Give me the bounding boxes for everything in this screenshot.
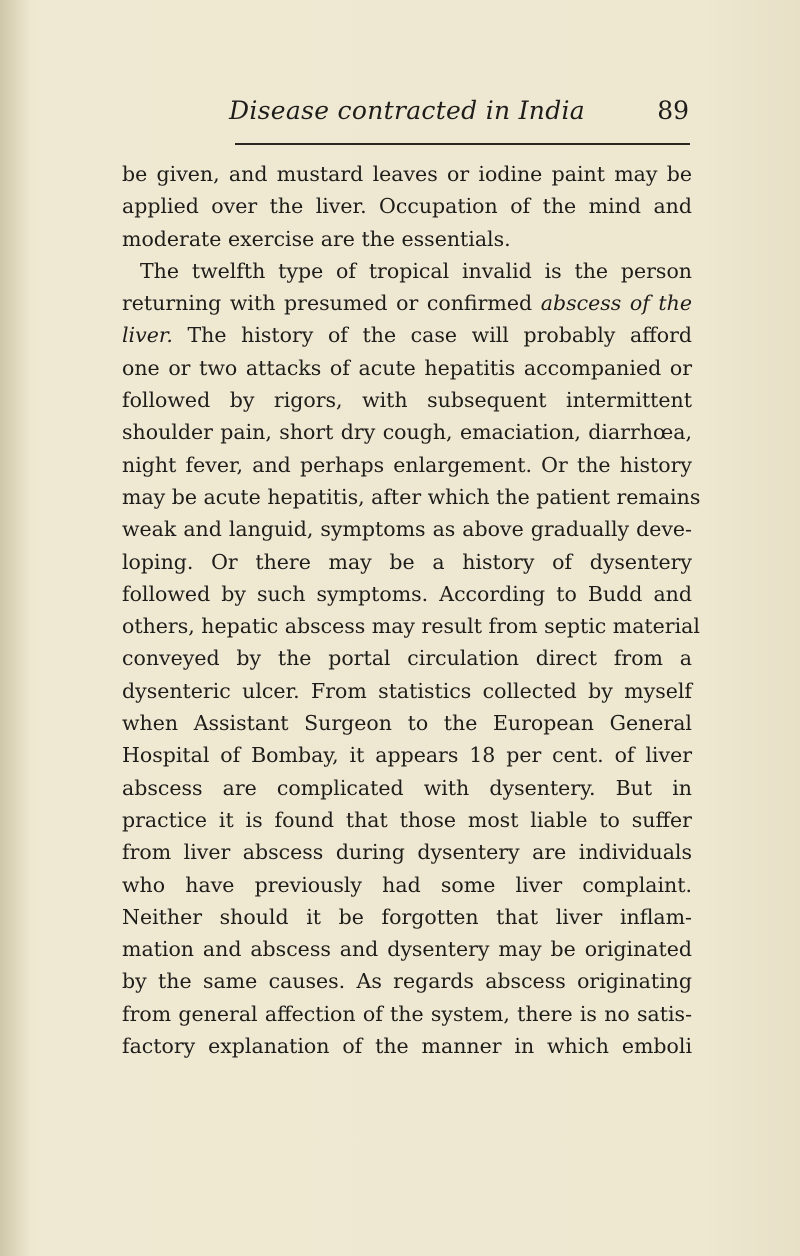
text-line: loping. Or there may be a history of dysentery (122, 549, 692, 574)
text-line: abscess are complicated with dysentery. But in (122, 775, 692, 800)
text-line: others, hepatic abscess may result from septic material (122, 614, 700, 639)
text-line: followed by such symptoms. According to Budd and (122, 581, 692, 606)
italic-term: abscess of the (540, 291, 692, 316)
text-line: from general affection of the system, there is no satis- (122, 1001, 692, 1026)
header-rule (235, 143, 690, 145)
text-line: Hospital of Bombay, it appears 18 per cent. of liver (122, 743, 692, 768)
body-text (122, 158, 701, 1062)
text-line: when Assistant Surgeon to the European General (122, 711, 692, 736)
text-line: who have previously had some liver complaint. (122, 872, 692, 897)
text-line (122, 319, 692, 351)
running-header (229, 96, 689, 130)
text-line: Neither should it be forgotten that liver inflam- (122, 904, 692, 929)
spine-shadow (0, 0, 30, 1256)
page-number: 89 (657, 96, 689, 125)
text-line: applied over the liver. Occupation of the mind and (122, 194, 692, 219)
text-line: from liver abscess during dysentery are individuals (122, 840, 692, 865)
text-line: shoulder pain, short dry cough, emaciation, diarrhœa, (122, 420, 692, 445)
text-line: followed by rigors, with subsequent intermittent (122, 388, 692, 413)
text-line: weak and languid, symptoms as above gradually deve- (122, 517, 692, 542)
paragraph-start-line: The twelfth type of tropical invalid is the person (140, 258, 692, 283)
text-line: by the same causes. As regards abscess originating (122, 969, 692, 994)
text-line: factory explanation of the manner in which emboli (122, 1034, 692, 1059)
text-line: mation and abscess and dysentery may be originated (122, 937, 692, 962)
text-line: may be acute hepatitis, after which the patient remains (122, 484, 701, 509)
italic-term: liver. (122, 323, 173, 348)
text-line: conveyed by the portal circulation direct from a (122, 646, 692, 671)
running-title: Disease contracted in India (229, 96, 586, 125)
text-segment: The history of the case will probably afford (172, 323, 692, 348)
text-line: moderate exercise are the essentials. (122, 226, 511, 251)
text-line: one or two attacks of acute hepatitis accompanied or (122, 355, 692, 380)
text-line: dysenteric ulcer. From statistics collected by myself (122, 678, 692, 703)
text-line: be given, and mustard leaves or iodine paint may be (122, 162, 692, 186)
text-line: night fever, and perhaps enlargement. Or the history (122, 452, 692, 477)
text-segment: returning with presumed or confirmed (122, 291, 541, 316)
text-line (122, 287, 692, 319)
text-line: practice it is found that those most liable to suffer (122, 807, 692, 832)
